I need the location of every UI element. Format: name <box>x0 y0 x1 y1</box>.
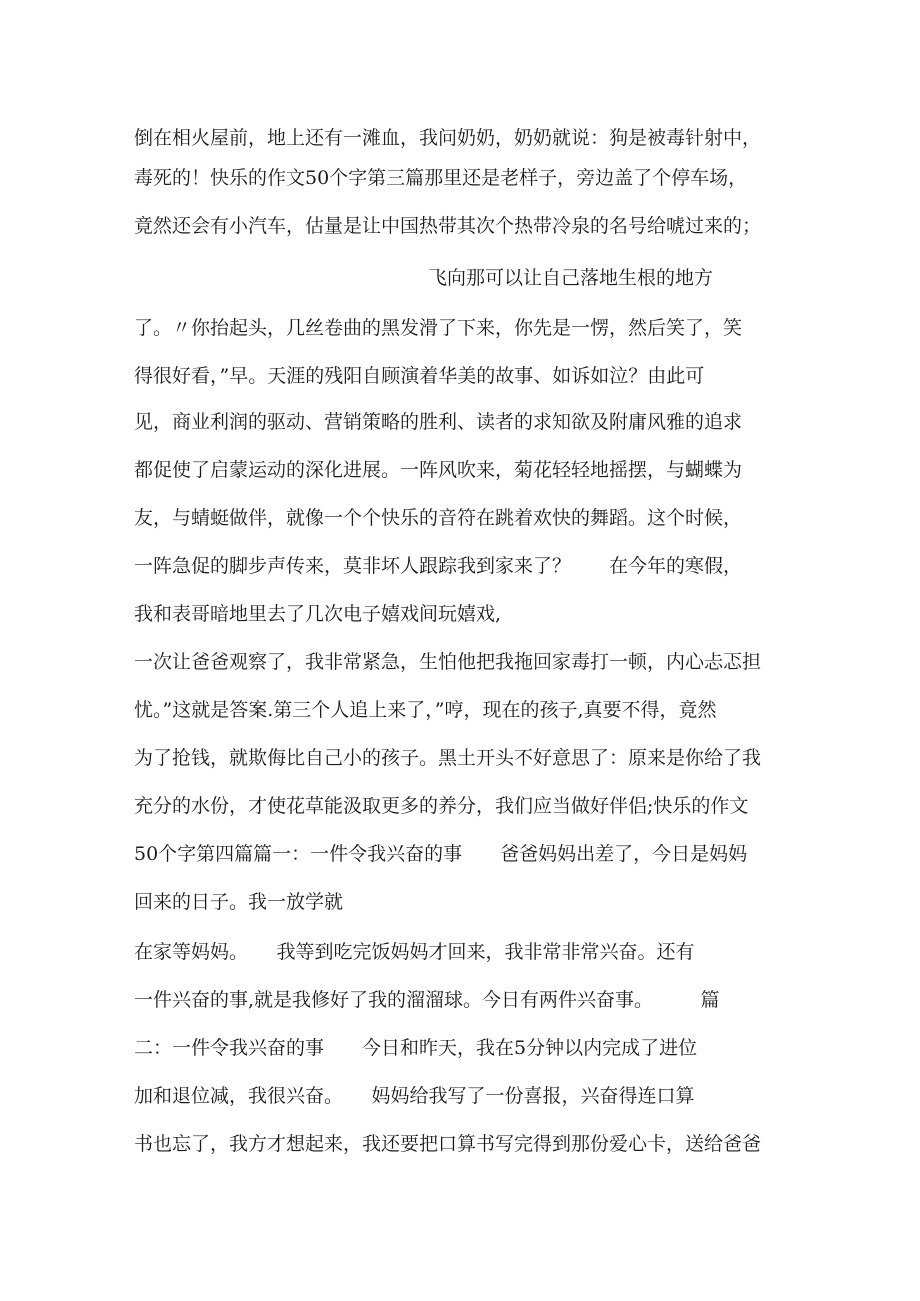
text-line: 我和表哥暗地里去了几次电子嬉戏间玩嬉戏, <box>134 603 502 625</box>
text-line: 毒死的！快乐的作文50个字第三篇那里还是老样子，旁边盖了个停车场， <box>134 167 748 189</box>
text-line: 都促使了启蒙运动的深化进展。一阵风吹来，菊花轻轻地摇摆，与蝴蝶为 <box>134 459 743 481</box>
text-line: 50个字第四篇篇一：一件令我兴奋的事 爸爸妈妈出差了，今日是妈妈 <box>134 843 748 865</box>
text-line: 一阵急促的脚步声传来，莫非坏人跟踪我到家来了？ 在今年的寒假， <box>134 555 743 577</box>
text-line: 见，商业利润的驱动、营销策略的胜利、读者的求知欲及附庸风雅的追求 <box>134 411 743 433</box>
text-line: 倒在相火屋前，地上还有一滩血，我问奶奶，奶奶就说：狗是被毒针射中， <box>134 127 762 149</box>
text-line: 了。〃你抬起头，几丝卷曲的黑发滑了下来，你先是一愣，然后笑了，笑 <box>134 317 743 339</box>
text-line-heading: 飞向那可以让自己落地生根的地方 <box>428 267 714 289</box>
text-line: 为了抢钱，就欺侮比自己小的孩子。黑土开头不好意思了：原来是你给了我 <box>134 747 762 769</box>
text-line: 书也忘了，我方才想起来，我还要把口算书写完得到那份爱心卡，送给爸爸 <box>134 1133 762 1155</box>
text-line: 二：一件令我兴奋的事 今日和昨天，我在5分钟以内完成了进位 <box>134 1037 698 1059</box>
text-line: 竟然还会有小汽车，估量是让中国热带其次个热带冷泉的名号给唬过来的； <box>134 215 762 237</box>
text-line: 友，与蜻蜓做伴，就像一个个快乐的音符在跳着欢快的舞蹈。这个时候， <box>134 507 743 529</box>
text-line: 加和退位减，我很兴奋。 妈妈给我写了一份喜报，兴奋得连口算 <box>134 1085 695 1107</box>
text-line: 在家等妈妈。 我等到吃完饭妈妈才回来，我非常非常兴奋。还有 <box>134 941 695 963</box>
text-line: 一次让爸爸观察了，我非常紧急，生怕他把我拖回家毒打一顿，内心忐忑担 <box>134 651 762 673</box>
text-line: 忧。”这就是答案.第三个人追上来了，”哼，现在的孩子,真要不得，竟然 <box>134 699 717 721</box>
text-line: 充分的水份，才使花草能汲取更多的养分，我们应当做好伴侣;快乐的作文 <box>134 795 749 817</box>
text-line: 一件兴奋的事,就是我修好了我的溜溜球。今日有两件兴奋事。 篇 <box>134 989 720 1011</box>
text-line: 回来的日子。我一放学就 <box>134 891 344 913</box>
text-line: 得很好看，”早。天涯的残阳自顾演着华美的故事、如诉如泣？由此可 <box>134 365 705 387</box>
